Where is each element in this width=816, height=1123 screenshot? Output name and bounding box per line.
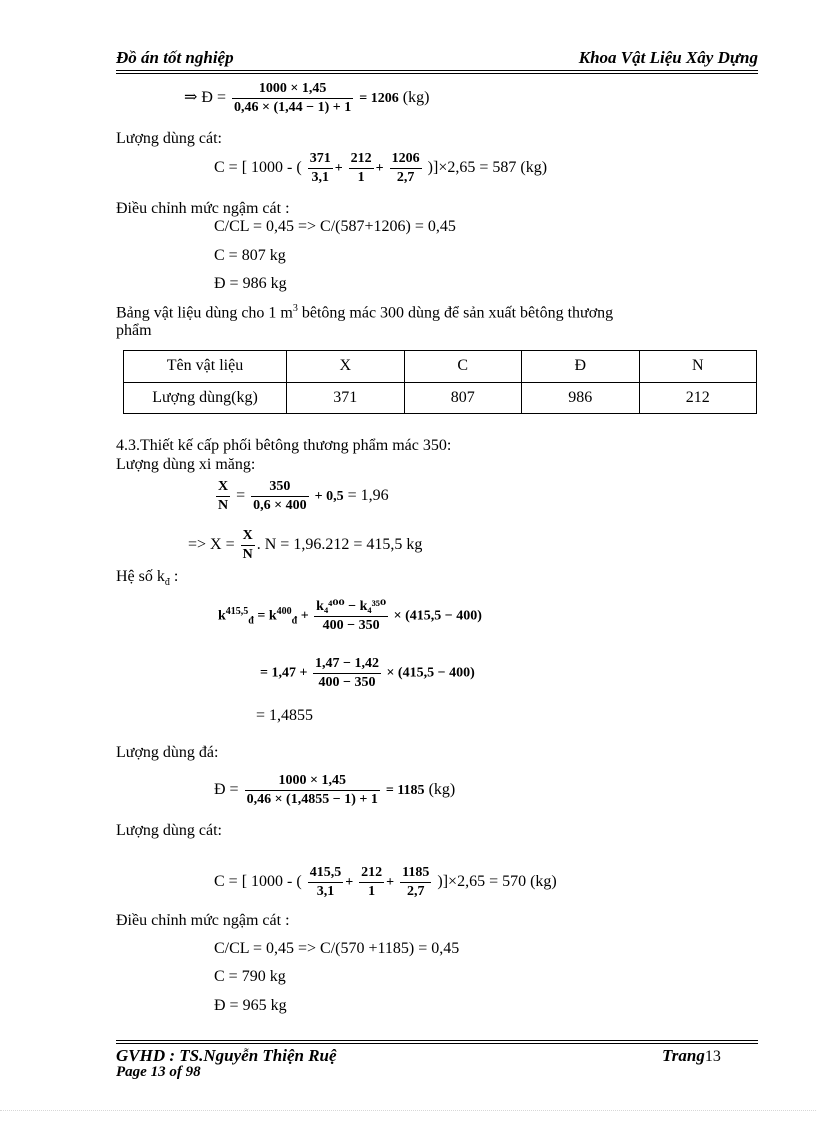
- equation-sand-1: C = [ 1000 - ( $\frac{371}{3,1}$ + $\frac{212}{1}$ + $\frac{1206}{2,7}$ )]×2,65 = 587 (kg): [214, 151, 548, 185]
- table-header-cell: Đ: [522, 351, 640, 383]
- materials-table: [123, 350, 757, 414]
- equation-kd-2: = 1,47 + $\frac{1,47 - 1,42}{400 - 350}$ × (415,5 − 400): [260, 656, 475, 690]
- table-cell: 212: [639, 382, 757, 414]
- adjust2-line2: C = 790 kg: [214, 968, 286, 985]
- table-cell: Lượng dùng(kg): [124, 382, 287, 414]
- header-rule: [116, 70, 758, 71]
- adjust2-line3: Đ = 965 kg: [214, 997, 287, 1014]
- stone-label-2: Lượng dùng đá:: [116, 744, 219, 761]
- equation-xn: $\frac{X}{N}$ = $\frac{350}{0,6 \times 400}$ + 0,5 = 1,96: [218, 479, 389, 513]
- table-cell: 807: [404, 382, 522, 414]
- equation-sand-2: C = [ 1000 - ( $\frac{415,5}{3,1}$ + $\frac{212}{1}$ + $\frac{1185}{2,7}$ )]×2,65 = 570 (kg): [214, 865, 557, 899]
- equation-x: => X = $\frac{X}{N}$ . N = 1,96.212 = 415,5 kg: [188, 528, 423, 562]
- footer-rule-2: [116, 1043, 758, 1044]
- adjust-label-2: Điều chỉnh mức ngậm cát :: [116, 912, 290, 929]
- adjust1-line3: Đ = 986 kg: [214, 275, 287, 292]
- table-cell: 986: [522, 382, 640, 414]
- table-header-cell: C: [404, 351, 522, 383]
- adjust2-line1: C/CL = 0,45 => C/(570 +1185) = 0,45: [214, 940, 460, 957]
- equation-kd-1: $k^{415,5}_đ = k^{400}_đ$ + $\frac{\text{k₄⁴⁰⁰ − k₄³⁵⁰}}{400 - 350}$ × (415,5 − 400): [218, 599, 482, 633]
- table-header-cell: Tên vật liệu: [124, 351, 287, 383]
- adjust1-line2: C = 807 kg: [214, 247, 286, 264]
- table-header-cell: N: [639, 351, 757, 383]
- table-row: [124, 382, 757, 414]
- kd-label: Hệ số $k_đ$ :: [116, 568, 179, 589]
- adjust-label-1: Điều chỉnh mức ngậm cát :: [116, 200, 290, 217]
- cement-label: Lượng dùng xi măng:: [116, 456, 256, 473]
- header-left: Đồ án tốt nghiệp: [116, 48, 234, 67]
- table-header-row: [124, 351, 757, 383]
- table-cell: 371: [287, 382, 405, 414]
- header-rule-2: [116, 73, 758, 74]
- page-bottom-divider: [0, 1110, 816, 1111]
- sand-label-2: Lượng dùng cát:: [116, 822, 222, 839]
- section-title: 4.3.Thiết kế cấp phối bêtông thương phẩm mác 350:: [116, 437, 452, 454]
- table-caption: Bảng vật liệu dùng cho 1 $m^3$ bêtông mác 300 dùng để sản xuất bêtông thương: [116, 303, 614, 322]
- table-header-cell: X: [287, 351, 405, 383]
- header-right: Khoa Vật Liệu Xây Dựng: [578, 48, 758, 67]
- table-caption-cont: phẩm: [116, 322, 152, 339]
- footer-page-number: Trang13: [662, 1046, 721, 1065]
- equation-kd-3: = 1,4855: [256, 707, 314, 724]
- footer-page-of: Page 13 of 98: [116, 1064, 201, 1080]
- footer-rule: [116, 1040, 758, 1041]
- adjust1-line1: C/CL = 0,45 => C/(587+1206) = 0,45: [214, 218, 456, 235]
- equation-stone-2: Đ = $\frac{1000 \times 1,45}{0,46 \times (1,4855 - 1) + 1}$ = 1185 (kg): [214, 773, 456, 807]
- sand-label-1: Lượng dùng cát:: [116, 130, 222, 147]
- equation-stone-1: ⇒ Đ = $\frac{1000 \times 1,45}{0,46 \times (1,44 - 1) + 1}$ = 1206 (kg): [184, 81, 430, 115]
- footer-advisor: GVHD : TS.Nguyễn Thiện Ruệ: [116, 1046, 337, 1065]
